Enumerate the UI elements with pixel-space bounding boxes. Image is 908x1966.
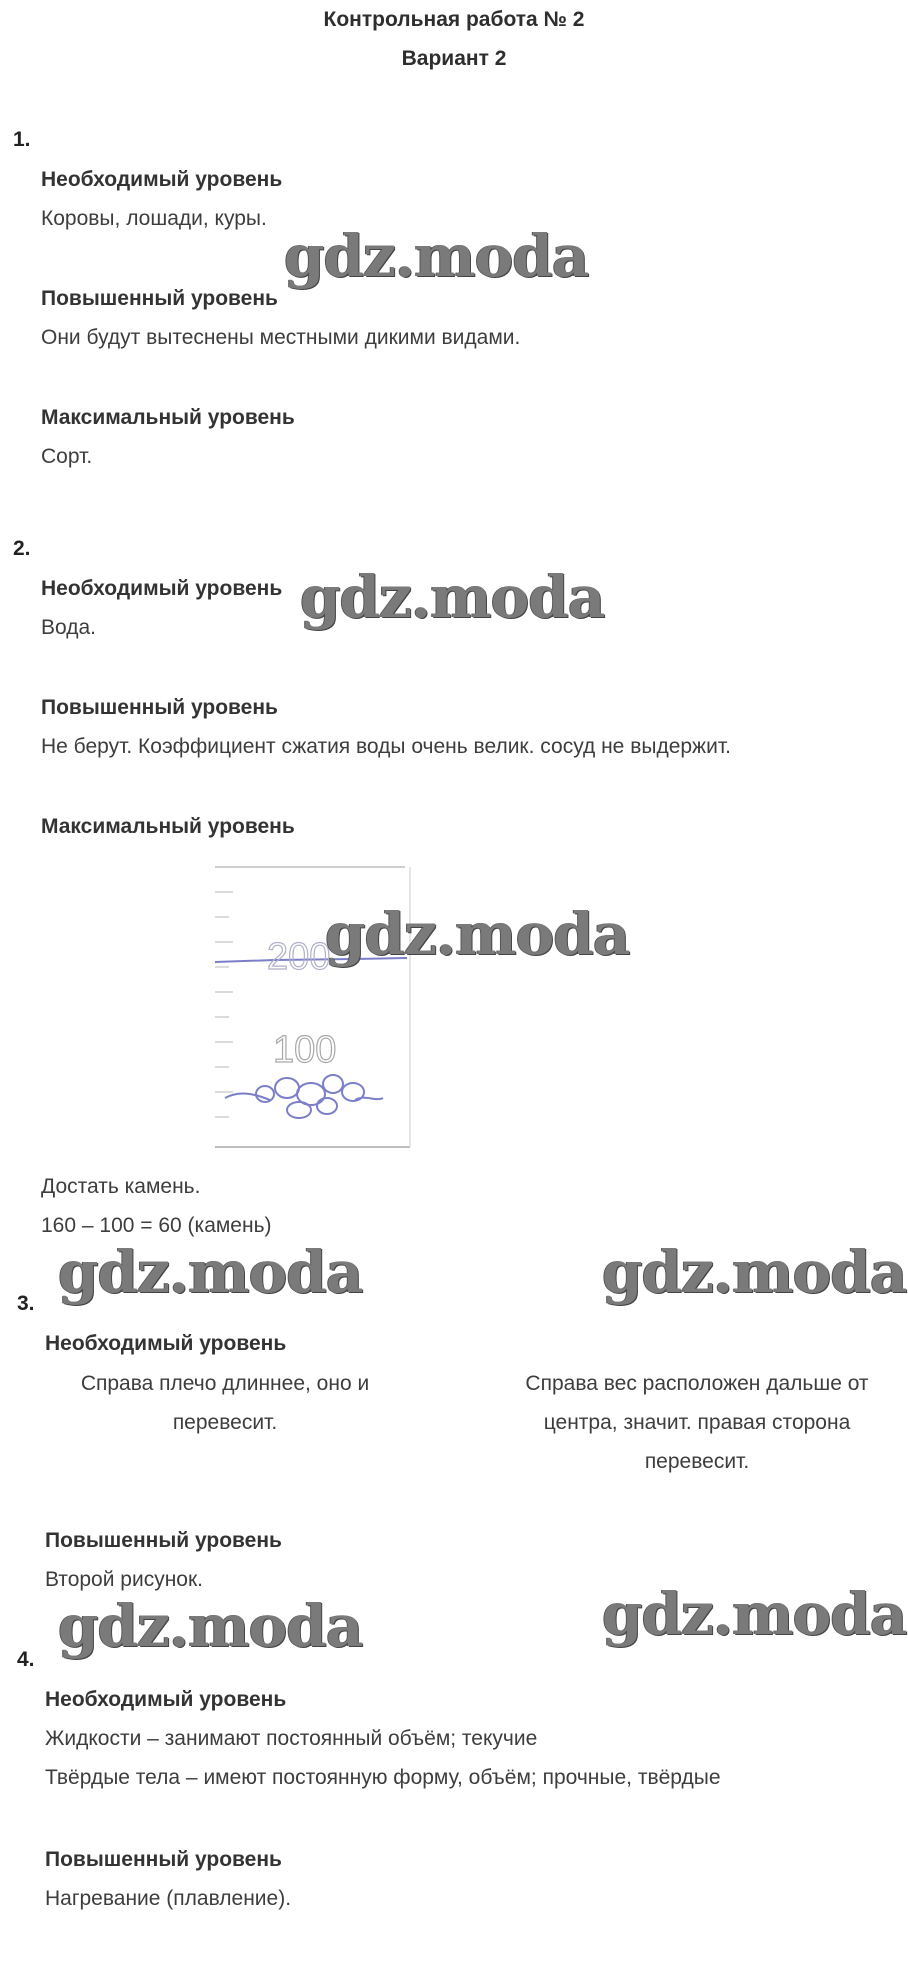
- task-2-required-label: Необходимый уровень: [41, 577, 283, 600]
- beaker-drawing: [215, 862, 415, 1152]
- beaker-stones: [225, 1075, 383, 1118]
- task-2-max-answer-line-1: Достать камень.: [41, 1175, 201, 1198]
- task-3-advanced-label: Повышенный уровень: [45, 1529, 282, 1552]
- task-4-required-answer-line-2: Твёрдые тела – имеют постоянную форму, объём; прочные, твёрдые: [45, 1766, 721, 1789]
- task-1-required-label: Необходимый уровень: [41, 168, 283, 191]
- beaker-scale-ticks: [215, 892, 233, 1117]
- task-4-required-answer-line-1: Жидкости – занимают постоянный объём; текучие: [45, 1727, 538, 1750]
- task-4-advanced-answer: Нагревание (плавление).: [45, 1887, 292, 1910]
- watermark-logo: gdz.moda: [58, 1592, 363, 1660]
- task-3-advanced-answer: Второй рисунок.: [45, 1568, 204, 1591]
- page-title: Контрольная работа № 2: [323, 8, 585, 31]
- task-4-advanced-label: Повышенный уровень: [45, 1848, 282, 1871]
- variant-label: Вариант 2: [401, 47, 507, 70]
- watermark-logo: gdz.moda: [325, 900, 630, 968]
- task-2-advanced-answer: Не берут. Коэффициент сжатия воды очень велик. сосуд не выдержит.: [41, 735, 731, 758]
- task-1-advanced-answer: Они будут вытеснены местными дикими видами.: [41, 326, 521, 349]
- watermark-logo: gdz.moda: [58, 1238, 363, 1306]
- watermark-logo: gdz.moda: [602, 1580, 907, 1648]
- task-3-right-answer: Справа вес расположен дальше от центра, значит. правая сторона перевесит.: [525, 1372, 869, 1473]
- beaker-mark-lower: 100: [273, 1029, 337, 1071]
- task-2-max-answer-line-2: 160 – 100 = 60 (камень): [41, 1214, 272, 1237]
- task-2-advanced-label: Повышенный уровень: [41, 696, 278, 719]
- watermark-logo: gdz.moda: [284, 222, 589, 290]
- beaker-mark-upper: 200: [267, 936, 331, 978]
- watermark-logo: gdz.moda: [602, 1238, 907, 1306]
- task-4-number: 4.: [17, 1648, 35, 1671]
- task-1-max-label: Максимальный уровень: [41, 406, 295, 429]
- task-4-required-label: Необходимый уровень: [45, 1688, 287, 1711]
- watermark-logo: gdz.moda: [300, 563, 605, 631]
- task-1-max-answer: Сорт.: [41, 445, 93, 468]
- task-2-required-answer: Вода.: [41, 616, 96, 639]
- task-2-max-label: Максимальный уровень: [41, 815, 295, 838]
- task-3-required-label: Необходимый уровень: [45, 1332, 287, 1355]
- task-2-number: 2.: [13, 537, 31, 560]
- task-1-advanced-label: Повышенный уровень: [41, 287, 278, 310]
- task-1-required-answer: Коровы, лошади, куры.: [41, 207, 267, 230]
- task-3-number: 3.: [17, 1292, 35, 1315]
- task-3-left-answer: Справа плечо длиннее, оно и перевесит.: [80, 1372, 370, 1434]
- task-1-number: 1.: [13, 128, 31, 151]
